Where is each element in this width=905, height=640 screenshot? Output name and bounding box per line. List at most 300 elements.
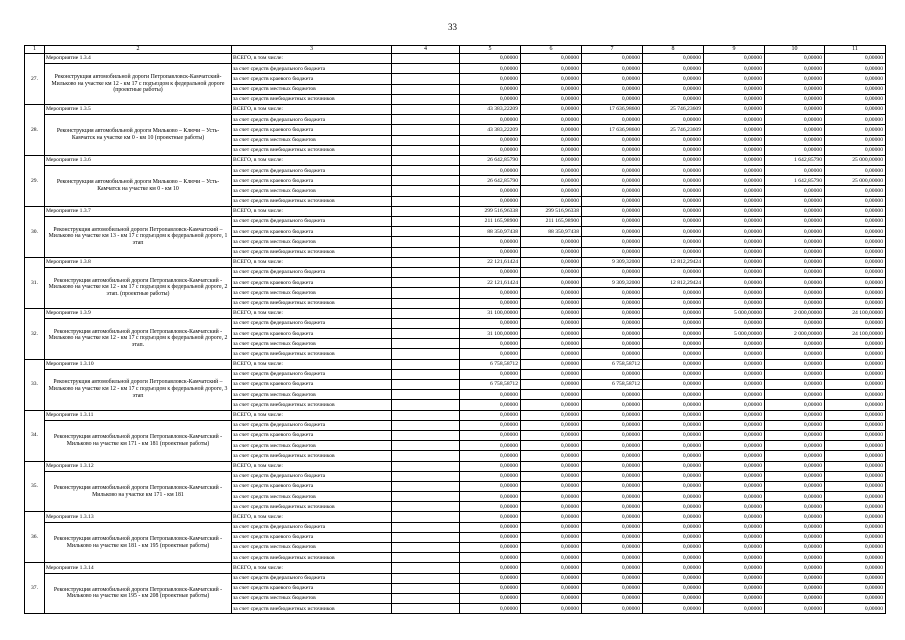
value-cell: 0,00000 — [582, 145, 643, 155]
value-cell: 0,00000 — [521, 308, 582, 318]
value-cell: 0,00000 — [521, 420, 582, 430]
event-label: Мероприятие 1.3.5 — [45, 104, 232, 114]
value-cell: 0,00000 — [765, 84, 825, 94]
value-cell: 0,00000 — [765, 604, 825, 614]
value-cell: 0,00000 — [582, 532, 643, 542]
value-cell: 0,00000 — [643, 410, 704, 420]
value-cell: 6 758,58712 — [582, 359, 643, 369]
header-cell: 8 — [643, 46, 704, 54]
value-cell: 0,00000 — [521, 288, 582, 298]
value-cell: 0,00000 — [460, 430, 521, 440]
column-4-cell — [392, 217, 460, 227]
value-cell: 0,00000 — [825, 502, 886, 512]
value-cell: 0,00000 — [582, 186, 643, 196]
value-cell: 0,00000 — [460, 318, 521, 328]
value-cell: 0,00000 — [460, 64, 521, 74]
value-cell: 0,00000 — [825, 583, 886, 593]
value-cell: 0,00000 — [643, 481, 704, 491]
value-cell: 0,00000 — [521, 94, 582, 104]
column-4-cell — [392, 441, 460, 451]
row-number: 31. — [25, 257, 45, 308]
row-number: 34. — [25, 410, 45, 461]
value-cell: 0,00000 — [825, 359, 886, 369]
value-cell: 0,00000 — [643, 145, 704, 155]
value-cell: 0,00000 — [825, 339, 886, 349]
value-cell: 0,00000 — [521, 278, 582, 288]
value-cell: 0,00000 — [521, 318, 582, 328]
funding-source: ВСЕГО, в том числе: — [232, 410, 392, 420]
value-cell: 0,00000 — [521, 237, 582, 247]
value-cell: 0,00000 — [521, 329, 582, 339]
value-cell: 0,00000 — [765, 502, 825, 512]
value-cell: 2 000,00000 — [765, 329, 825, 339]
value-cell: 211 165,98900 — [460, 217, 521, 227]
table-row — [25, 166, 886, 176]
value-cell: 0,00000 — [704, 390, 765, 400]
value-cell: 0,00000 — [460, 298, 521, 308]
value-cell: 0,00000 — [643, 288, 704, 298]
value-cell: 0,00000 — [765, 492, 825, 502]
value-cell: 0,00000 — [460, 400, 521, 410]
value-cell: 0,00000 — [704, 451, 765, 461]
value-cell: 0,00000 — [643, 64, 704, 74]
value-cell: 0,00000 — [460, 247, 521, 257]
value-cell: 0,00000 — [521, 247, 582, 257]
value-cell: 0,00000 — [521, 553, 582, 563]
value-cell: 43 383,22209 — [460, 104, 521, 114]
funding-source: за счет средств внебюджетных источников — [232, 451, 392, 461]
value-cell: 0,00000 — [582, 155, 643, 165]
value-cell: 0,00000 — [521, 145, 582, 155]
table-row — [25, 206, 886, 216]
row-number: 30. — [25, 206, 45, 257]
value-cell: 0,00000 — [704, 318, 765, 328]
value-cell: 0,00000 — [825, 247, 886, 257]
value-cell: 0,00000 — [582, 115, 643, 125]
funding-source: ВСЕГО, в том числе: — [232, 54, 392, 64]
value-cell: 0,00000 — [643, 583, 704, 593]
value-cell: 0,00000 — [460, 166, 521, 176]
value-cell: 0,00000 — [582, 298, 643, 308]
value-cell: 0,00000 — [704, 522, 765, 532]
value-cell: 0,00000 — [643, 390, 704, 400]
value-cell: 0,00000 — [765, 74, 825, 84]
value-cell: 0,00000 — [643, 563, 704, 573]
value-cell: 0,00000 — [582, 308, 643, 318]
value-cell: 0,00000 — [825, 573, 886, 583]
value-cell: 0,00000 — [825, 553, 886, 563]
value-cell: 0,00000 — [521, 441, 582, 451]
value-cell: 0,00000 — [460, 502, 521, 512]
value-cell: 0,00000 — [521, 481, 582, 491]
funding-source: за счет средств федерального бюджета — [232, 318, 392, 328]
value-cell: 0,00000 — [460, 420, 521, 430]
event-label: Мероприятие 1.3.13 — [45, 512, 232, 522]
funding-source: за счет средств краевого бюджета — [232, 430, 392, 440]
value-cell: 0,00000 — [521, 532, 582, 542]
value-cell: 0,00000 — [643, 196, 704, 206]
value-cell: 0,00000 — [460, 573, 521, 583]
column-4-cell — [392, 318, 460, 328]
funding-source: за счет средств краевого бюджета — [232, 74, 392, 84]
value-cell: 0,00000 — [582, 206, 643, 216]
value-cell: 0,00000 — [825, 84, 886, 94]
funding-source: за счет средств внебюджетных источников — [232, 400, 392, 410]
value-cell: 0,00000 — [765, 441, 825, 451]
value-cell: 0,00000 — [521, 430, 582, 440]
value-cell: 0,00000 — [825, 471, 886, 481]
value-cell: 0,00000 — [704, 227, 765, 237]
value-cell: 0,00000 — [825, 532, 886, 542]
value-cell: 0,00000 — [765, 237, 825, 247]
value-cell: 22 121,61424 — [460, 278, 521, 288]
table-row — [25, 369, 886, 379]
value-cell: 0,00000 — [765, 227, 825, 237]
column-4-cell — [392, 563, 460, 573]
value-cell: 0,00000 — [643, 369, 704, 379]
value-cell: 0,00000 — [582, 288, 643, 298]
event-label: Мероприятие 1.3.11 — [45, 410, 232, 420]
value-cell: 0,00000 — [460, 237, 521, 247]
value-cell: 0,00000 — [704, 512, 765, 522]
value-cell: 0,00000 — [765, 451, 825, 461]
value-cell: 9 309,32000 — [582, 278, 643, 288]
value-cell: 0,00000 — [521, 512, 582, 522]
value-cell: 0,00000 — [582, 329, 643, 339]
table-row — [25, 64, 886, 74]
funding-source: за счет средств краевого бюджета — [232, 227, 392, 237]
value-cell: 0,00000 — [765, 166, 825, 176]
value-cell: 0,00000 — [521, 563, 582, 573]
table-row — [25, 54, 886, 64]
value-cell: 0,00000 — [521, 359, 582, 369]
value-cell: 0,00000 — [765, 543, 825, 553]
value-cell: 0,00000 — [704, 84, 765, 94]
funding-source: за счет средств внебюджетных источников — [232, 247, 392, 257]
value-cell: 0,00000 — [765, 390, 825, 400]
value-cell: 0,00000 — [521, 84, 582, 94]
value-cell: 0,00000 — [704, 441, 765, 451]
value-cell: 0,00000 — [825, 227, 886, 237]
value-cell: 0,00000 — [521, 461, 582, 471]
value-cell: 0,00000 — [825, 543, 886, 553]
column-4-cell — [392, 390, 460, 400]
value-cell: 0,00000 — [460, 74, 521, 84]
event-name: Реконструкция автомобильной дороги Петропавловск-Камчатский-Мильково на участке км 12 - км 17 с подъездом к федеральной дороге (проектные работы) — [45, 64, 232, 105]
value-cell: 0,00000 — [460, 84, 521, 94]
value-cell: 0,00000 — [704, 461, 765, 471]
value-cell: 6 758,58712 — [460, 380, 521, 390]
value-cell: 0,00000 — [704, 400, 765, 410]
value-cell: 0,00000 — [582, 400, 643, 410]
value-cell: 0,00000 — [643, 217, 704, 227]
value-cell: 0,00000 — [460, 461, 521, 471]
column-4-cell — [392, 502, 460, 512]
value-cell: 0,00000 — [704, 492, 765, 502]
funding-source: ВСЕГО, в том числе: — [232, 461, 392, 471]
value-cell: 0,00000 — [521, 400, 582, 410]
event-label: Мероприятие 1.3.7 — [45, 206, 232, 216]
value-cell: 31 100,00000 — [460, 329, 521, 339]
value-cell: 0,00000 — [582, 451, 643, 461]
value-cell: 0,00000 — [643, 227, 704, 237]
event-label: Мероприятие 1.3.12 — [45, 461, 232, 471]
header-row — [25, 46, 886, 54]
value-cell: 0,00000 — [643, 512, 704, 522]
column-4-cell — [392, 481, 460, 491]
column-4-cell — [392, 380, 460, 390]
value-cell: 0,00000 — [643, 54, 704, 64]
value-cell: 0,00000 — [765, 217, 825, 227]
event-name: Реконструкция автомобильной дороги Петропавловск-Камчатский - Мильково на участке км 195 - км 208 (проектные работы) — [45, 573, 232, 614]
value-cell: 0,00000 — [521, 196, 582, 206]
column-4-cell — [392, 471, 460, 481]
value-cell: 0,00000 — [521, 390, 582, 400]
funding-source: за счет средств внебюджетных источников — [232, 196, 392, 206]
value-cell: 0,00000 — [460, 339, 521, 349]
funding-source: за счет средств внебюджетных источников — [232, 604, 392, 614]
value-cell: 0,00000 — [765, 400, 825, 410]
value-cell: 0,00000 — [582, 369, 643, 379]
column-4-cell — [392, 84, 460, 94]
funding-source: ВСЕГО, в том числе: — [232, 563, 392, 573]
value-cell: 0,00000 — [582, 54, 643, 64]
value-cell: 0,00000 — [765, 583, 825, 593]
column-4-cell — [392, 430, 460, 440]
value-cell: 0,00000 — [521, 543, 582, 553]
value-cell: 0,00000 — [582, 593, 643, 603]
value-cell: 0,00000 — [521, 380, 582, 390]
column-4-cell — [392, 64, 460, 74]
value-cell: 0,00000 — [704, 298, 765, 308]
value-cell: 88 350,97438 — [521, 227, 582, 237]
value-cell: 0,00000 — [765, 481, 825, 491]
value-cell: 0,00000 — [704, 380, 765, 390]
value-cell: 0,00000 — [825, 563, 886, 573]
value-cell: 0,00000 — [460, 186, 521, 196]
value-cell: 0,00000 — [582, 420, 643, 430]
value-cell: 0,00000 — [765, 563, 825, 573]
value-cell: 0,00000 — [765, 553, 825, 563]
value-cell: 0,00000 — [460, 349, 521, 359]
value-cell: 0,00000 — [582, 573, 643, 583]
value-cell: 2 000,00000 — [765, 308, 825, 318]
value-cell: 0,00000 — [521, 502, 582, 512]
value-cell: 299 516,96338 — [460, 206, 521, 216]
column-4-cell — [392, 278, 460, 288]
value-cell: 0,00000 — [643, 206, 704, 216]
funding-source: ВСЕГО, в том числе: — [232, 512, 392, 522]
column-4-cell — [392, 145, 460, 155]
value-cell: 0,00000 — [704, 430, 765, 440]
value-cell: 0,00000 — [825, 318, 886, 328]
value-cell: 0,00000 — [825, 430, 886, 440]
value-cell: 0,00000 — [704, 104, 765, 114]
column-4-cell — [392, 125, 460, 135]
value-cell: 0,00000 — [825, 593, 886, 603]
value-cell: 0,00000 — [825, 288, 886, 298]
value-cell: 0,00000 — [765, 318, 825, 328]
value-cell: 0,00000 — [521, 593, 582, 603]
value-cell: 0,00000 — [460, 451, 521, 461]
value-cell: 0,00000 — [825, 135, 886, 145]
value-cell: 0,00000 — [582, 461, 643, 471]
value-cell: 0,00000 — [460, 145, 521, 155]
header-cell: 6 — [521, 46, 582, 54]
value-cell: 0,00000 — [643, 420, 704, 430]
funding-source: за счет средств краевого бюджета — [232, 481, 392, 491]
row-number: 32. — [25, 308, 45, 359]
value-cell: 0,00000 — [704, 217, 765, 227]
value-cell: 0,00000 — [704, 604, 765, 614]
funding-source: ВСЕГО, в том числе: — [232, 308, 392, 318]
funding-source: за счет средств местных бюджетов — [232, 593, 392, 603]
funding-source: за счет средств внебюджетных источников — [232, 94, 392, 104]
column-4-cell — [392, 186, 460, 196]
value-cell: 0,00000 — [582, 237, 643, 247]
header-cell: 1 — [25, 46, 45, 54]
value-cell: 0,00000 — [582, 217, 643, 227]
value-cell: 0,00000 — [825, 512, 886, 522]
value-cell: 0,00000 — [704, 563, 765, 573]
value-cell: 0,00000 — [825, 380, 886, 390]
value-cell: 0,00000 — [582, 64, 643, 74]
funding-source: за счет средств федерального бюджета — [232, 166, 392, 176]
value-cell: 0,00000 — [704, 481, 765, 491]
row-number: 29. — [25, 155, 45, 206]
value-cell: 0,00000 — [643, 298, 704, 308]
value-cell: 0,00000 — [460, 390, 521, 400]
value-cell: 0,00000 — [704, 135, 765, 145]
value-cell: 0,00000 — [704, 237, 765, 247]
column-4-cell — [392, 400, 460, 410]
value-cell: 0,00000 — [825, 64, 886, 74]
value-cell: 0,00000 — [460, 441, 521, 451]
funding-source: за счет средств федерального бюджета — [232, 115, 392, 125]
row-number: 36. — [25, 512, 45, 563]
funding-source: за счет средств местных бюджетов — [232, 135, 392, 145]
value-cell: 0,00000 — [704, 125, 765, 135]
funding-source: за счет средств федерального бюджета — [232, 217, 392, 227]
value-cell: 12 812,29424 — [643, 257, 704, 267]
value-cell: 0,00000 — [765, 145, 825, 155]
value-cell: 0,00000 — [643, 318, 704, 328]
value-cell: 0,00000 — [704, 471, 765, 481]
value-cell: 0,00000 — [825, 74, 886, 84]
value-cell: 0,00000 — [704, 74, 765, 84]
value-cell: 0,00000 — [643, 237, 704, 247]
value-cell: 0,00000 — [704, 64, 765, 74]
value-cell: 0,00000 — [460, 410, 521, 420]
value-cell: 0,00000 — [825, 125, 886, 135]
value-cell: 0,00000 — [460, 267, 521, 277]
value-cell: 0,00000 — [460, 543, 521, 553]
value-cell: 0,00000 — [643, 359, 704, 369]
column-4-cell — [392, 492, 460, 502]
event-label: Мероприятие 1.3.6 — [45, 155, 232, 165]
column-4-cell — [392, 227, 460, 237]
value-cell: 0,00000 — [765, 64, 825, 74]
value-cell: 0,00000 — [765, 522, 825, 532]
value-cell: 0,00000 — [765, 104, 825, 114]
value-cell: 0,00000 — [460, 563, 521, 573]
value-cell: 0,00000 — [704, 593, 765, 603]
value-cell: 6 758,58712 — [460, 359, 521, 369]
value-cell: 0,00000 — [521, 64, 582, 74]
column-4-cell — [392, 461, 460, 471]
column-4-cell — [392, 543, 460, 553]
funding-source: за счет средств местных бюджетов — [232, 390, 392, 400]
value-cell: 0,00000 — [582, 94, 643, 104]
value-cell: 0,00000 — [460, 522, 521, 532]
value-cell: 0,00000 — [643, 604, 704, 614]
value-cell: 0,00000 — [704, 186, 765, 196]
header-cell: 7 — [582, 46, 643, 54]
value-cell: 0,00000 — [643, 451, 704, 461]
value-cell: 0,00000 — [704, 369, 765, 379]
funding-source: за счет средств федерального бюджета — [232, 369, 392, 379]
value-cell: 0,00000 — [582, 512, 643, 522]
header-cell: 3 — [232, 46, 392, 54]
column-4-cell — [392, 74, 460, 84]
value-cell: 0,00000 — [582, 481, 643, 491]
value-cell: 0,00000 — [521, 115, 582, 125]
value-cell: 0,00000 — [704, 166, 765, 176]
funding-source: за счет средств внебюджетных источников — [232, 553, 392, 563]
value-cell: 0,00000 — [460, 583, 521, 593]
value-cell: 0,00000 — [460, 288, 521, 298]
row-number: 37. — [25, 563, 45, 614]
value-cell: 0,00000 — [521, 298, 582, 308]
value-cell: 0,00000 — [765, 288, 825, 298]
funding-source: за счет средств федерального бюджета — [232, 573, 392, 583]
row-number: 28. — [25, 104, 45, 155]
column-4-cell — [392, 257, 460, 267]
value-cell: 24 100,00000 — [825, 308, 886, 318]
event-label: Мероприятие 1.3.10 — [45, 359, 232, 369]
table-row — [25, 522, 886, 532]
value-cell: 0,00000 — [521, 410, 582, 420]
value-cell: 0,00000 — [582, 196, 643, 206]
funding-source: за счет средств местных бюджетов — [232, 237, 392, 247]
column-4-cell — [392, 451, 460, 461]
value-cell: 0,00000 — [825, 369, 886, 379]
value-cell: 0,00000 — [582, 563, 643, 573]
value-cell: 6 758,58712 — [582, 380, 643, 390]
value-cell: 211 165,98900 — [521, 217, 582, 227]
page-number: 33 — [448, 22, 457, 32]
funding-source: за счет средств внебюджетных источников — [232, 145, 392, 155]
value-cell: 0,00000 — [643, 532, 704, 542]
value-cell: 0,00000 — [582, 166, 643, 176]
value-cell: 0,00000 — [704, 288, 765, 298]
value-cell: 0,00000 — [643, 74, 704, 84]
funding-source: за счет средств местных бюджетов — [232, 441, 392, 451]
value-cell: 0,00000 — [765, 461, 825, 471]
column-4-cell — [392, 420, 460, 430]
value-cell: 0,00000 — [521, 339, 582, 349]
value-cell: 0,00000 — [643, 176, 704, 186]
value-cell: 0,00000 — [825, 237, 886, 247]
value-cell: 0,00000 — [582, 492, 643, 502]
value-cell: 0,00000 — [765, 369, 825, 379]
column-4-cell — [392, 532, 460, 542]
column-4-cell — [392, 369, 460, 379]
column-4-cell — [392, 166, 460, 176]
value-cell: 0,00000 — [704, 532, 765, 542]
column-4-cell — [392, 339, 460, 349]
table-row — [25, 471, 886, 481]
